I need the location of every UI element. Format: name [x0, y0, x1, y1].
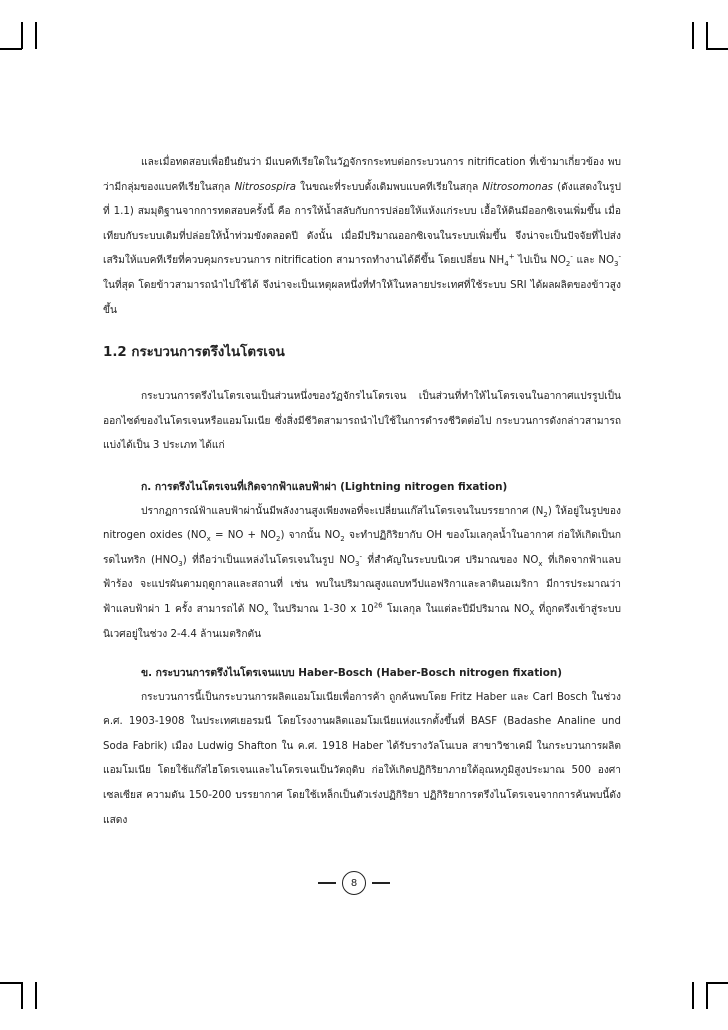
crop-mark	[706, 982, 708, 1009]
footer-rule-right	[372, 882, 390, 884]
paragraph-lightning: ปรากฏการณ์ฟ้าแลบฟ้าผ่านั้นมีพลังงานสูงเพียงพอที่จะเปลี่ยนแก๊สไนโตรเจนในบรรยากาศ $(N_2)$ ให้อยู่ในรูปของ nitrogen oxides ($NO_x$ = NO + $NO_2$) จากนั้น $NO_2$ จะทำปฏิกิริยากับ OH ของโมเลกุลน้ำในอากาศ ก่อให้เกิดเป็นกรดไนทริก $(HNO_3)$ ที่ถือว่าเป็นแหล่งไนโตรเจนในรูป $NO_3^-$ ที่สำคัญในระบบนิเวศ ปริมาณของ $NO_x$ ที่เกิดจากฟ้าแลบฟ้าร้อง จะแปรผันตามฤดูกาลและสถานที่ เช่น พบในปริมาณสูงแถบทวีปแอฟริกาและลาตินอเมริกา มีการประมาณว่า ฟ้าแลบฟ้าผ่า 1 ครั้ง สามารถได้ $NO_x$ ในปริมาณ 1-30 x $10^{26}$ โมเลกุล ในแต่ละปีมีปริมาณ $NO_X$ ที่ถูกตรึงเข้าสู่ระบบนิเวศอยู่ในช่วง 2-4.4 ล้านเมตริกตัน	[103, 505, 621, 640]
paragraph-nitrogen-fixation: กระบวนการตรึงไนโตรเจนเป็นส่วนหนึ่งของวัฏจักรไนโตรเจน เป็นส่วนที่ทำให้ไนโตรเจนในอากาศแปรรูปเป็นออกไซด์ของไนโตรเจนหรือแอมโมเนีย ซึ่งสิ่งมีชีวิตสามารถนำไปใช้ในการดำรงชีวิตต่อไป กระบวนการดังกล่าวสามารถแบ่งได้เป็น 3 ประเภท ได้แก่	[103, 391, 621, 452]
genus-nitrosospira: Nitrosospira	[234, 181, 297, 193]
crop-mark	[706, 22, 708, 49]
subheading-haber-bosch: ข. กระบวนการตรึงไนโตรเจนแบบ Haber-Bosch (Haber-Bosch nitrogen fixation)	[141, 667, 563, 680]
crop-mark	[706, 982, 728, 984]
page-number: 8	[342, 871, 366, 895]
subheading-lightning: ก. การตรึงไนโตรเจนที่เกิดจากฟ้าแลบฟ้าผ่า (Lightning nitrogen fixation)	[141, 480, 508, 493]
crop-mark	[0, 982, 22, 984]
crop-mark	[692, 22, 694, 49]
page-footer	[0, 871, 728, 895]
crop-mark	[35, 22, 37, 49]
crop-mark	[706, 48, 728, 50]
crop-mark	[21, 22, 23, 49]
crop-mark	[21, 982, 23, 1009]
crop-mark	[0, 48, 22, 50]
page-body	[103, 151, 621, 833]
footer-rule-left	[318, 882, 336, 884]
paragraph-haber-bosch: กระบวนการนี้เป็นกระบวนการผลิตแอมโมเนียเพื่อการค้า ถูกค้นพบโดย Fritz Haber และ Carl Bosch ในช่วง ค.ศ. 1903-1908 ในประเทศเยอรมนี โดยโรงงานผลิตแอมโมเนียแห่งแรกตั้งขึ้นที่ BASF (Badashe Analine und Soda Fabrik) เมือง Ludwig Shafton ใน ค.ศ. 1918 Haber ได้รับรางวัลโนเบล สาขาวิชาเคมี ในกระบวนการผลิตแอมโมเนีย โดยใช้แก๊สไฮโดรเจนและไนโตรเจนเป็นวัตถุดิบ ก่อให้เกิดปฏิกิริยาภายใต้อุณหภูมิสูงประมาณ 500 องศาเซลเซียส ความดัน 150-200 บรรยากาศ โดยใช้เหล็กเป็นตัวเร่งปฏิกิริยา ปฏิกิริยาการตรึงไนโตรเจนจากการค้นพบนี้ดังแสดง	[103, 691, 621, 826]
crop-mark	[692, 982, 694, 1009]
paragraph-nitrification: และเมื่อทดสอบเพื่อยืนยันว่า มีแบคทีเรียใดในวัฏจักรกระทบต่อกระบวนการ nitrification ที่เข้ามาเกี่ยวข้อง พบว่ามีกลุ่มของแบคทีเรียในสกุล Nitrosospira ในขณะที่ระบบดั้งเดิมพบแบคทีเรียในสกุล Nitrosomonas (ดังแสดงในรูปที่ 1.1) สมมุติฐานจากการทดสอบครั้งนี้ คือ การให้น้ำสลับกับการปล่อยให้แห้งแก่ระบบ เอื้อให้ดินมีออกซิเจนเพิ่มขึ้น เมื่อเทียบกับระบบเดิมที่ปล่อยให้น้ำท่วมขังตลอดปี ดังนั้น เมื่อมีปริมาณออกซิเจนในระบบเพิ่มขึ้น จึงน่าจะเป็นปัจจัยที่ไปส่งเสริมให้แบคทีเรียที่ควบคุมกระบวนการ nitrification สามารถทำงานได้ดีขึ้น โดยเปลี่ยน $NH_4^+$ ไปเป็น $NO_2^-$ และ $NO_3^-$ ในที่สุด โดยข้าวสามารถนำไปใช้ได้ จึงน่าจะเป็นเหตุผลหนึ่งที่ทำให้ในหลายประเทศที่ใช้ระบบ SRI ได้ผลผลิตของข้าวสูงขึ้น	[103, 157, 621, 316]
genus-nitrosomonas: Nitrosomonas	[482, 181, 553, 193]
section-heading: 1.2 กระบวนการตรึงไนโตรเจน	[103, 345, 285, 361]
crop-mark	[35, 982, 37, 1009]
